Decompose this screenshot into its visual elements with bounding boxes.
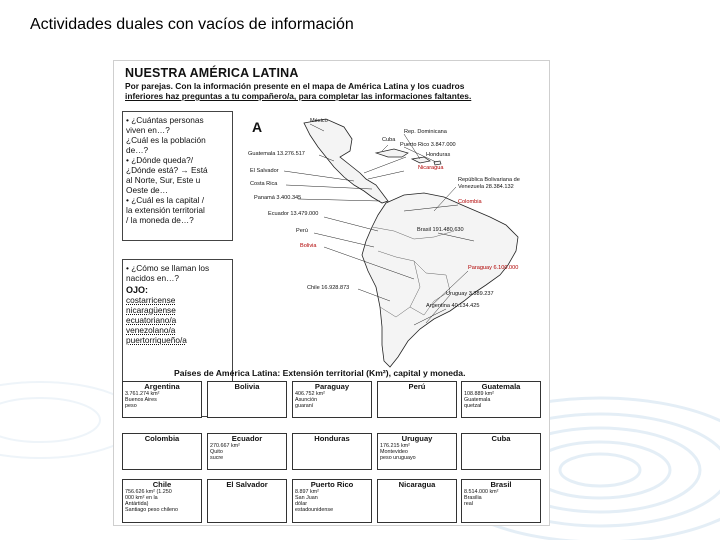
- country-cell: [122, 381, 202, 418]
- map-label-ecuador: Ecuador 13.479.000: [268, 211, 319, 217]
- country-info: 406.752 km² Asunción guaraní: [295, 391, 325, 409]
- country-cell: [377, 381, 457, 418]
- country-info: 3.761.274 km² Buenos Aires peso: [125, 391, 160, 409]
- demonym: venezolano/a: [126, 325, 176, 335]
- demonym: puertorriqueño/a: [126, 335, 187, 345]
- country-name: Puerto Rico: [310, 480, 354, 489]
- map-label-uruguay: Uruguay 3.389.237: [446, 291, 494, 297]
- country-name: Brasil: [490, 480, 512, 489]
- country-cell: [122, 479, 202, 523]
- country-info: 108.889 km² Guatemala quetzal: [464, 391, 494, 409]
- instruction-line: Por parejas. Con la información presente en el mapa de América Latina y los cuadros: [125, 81, 465, 91]
- worksheet-document: [113, 60, 550, 526]
- map-label-honduras: Honduras: [426, 152, 451, 158]
- country-name: Ecuador: [231, 434, 263, 443]
- question-line: viven en…?: [126, 125, 170, 135]
- question-line: la extensión territorial: [126, 205, 205, 215]
- map-label-puerto-rico: Puerto Rico 3.847.000: [400, 142, 456, 148]
- map-label-panama: Panamá 3.400.345: [254, 195, 302, 201]
- question-line: ¿Cuál es la población: [126, 135, 206, 145]
- country-cell: [207, 433, 287, 470]
- cuba-shape: [376, 149, 408, 157]
- question-line: • ¿Dónde queda?/: [126, 155, 194, 165]
- country-cell: [461, 433, 541, 470]
- country-cell: [207, 479, 287, 523]
- demonym: costarricense: [126, 295, 176, 305]
- document-title: NUESTRA AMÉRICA LATINA: [125, 66, 299, 80]
- question-line: ¿Dónde está? → Está: [126, 165, 208, 175]
- country-cell: [207, 381, 287, 418]
- note-heading: OJO:: [126, 285, 149, 295]
- country-cell: [461, 381, 541, 418]
- question-line: • ¿Cuál es la capital /: [126, 195, 205, 205]
- table-caption: Países de América Latina: Extensión territorial (Km²), capital y moneda.: [174, 368, 466, 378]
- country-info: 270.667 km² Quito sucre: [210, 443, 240, 461]
- country-cell: [292, 381, 372, 418]
- map-label-costa-rica: Costa Rica: [250, 181, 278, 187]
- country-cell: [377, 479, 457, 523]
- map-label-mexico: México: [310, 118, 328, 124]
- country-cell: [292, 433, 372, 470]
- country-name: Paraguay: [314, 382, 350, 391]
- map-label-brasil: Brasil 191.480.630: [417, 227, 464, 233]
- country-info: 756.626 km² (1.250 000 km² en la Antártida) Santiago peso chileno: [125, 489, 179, 513]
- country-name: Chile: [152, 480, 172, 489]
- country-name: Nicaragua: [398, 480, 436, 489]
- demonym: ecuatoriano/a: [126, 315, 177, 325]
- question-line: • ¿Cuántas personas: [126, 115, 204, 125]
- country-cell: [461, 479, 541, 523]
- map-label-nicaragua: Nicaragua: [418, 165, 444, 171]
- map-letter-a: A: [252, 119, 263, 135]
- country-cell: [122, 433, 202, 470]
- question-line: / la moneda de…?: [126, 215, 194, 225]
- map-label-el-salvador: El Salvador: [250, 168, 279, 174]
- map-label-dominican-republic: Rep. Dominicana: [404, 129, 447, 135]
- countries-table: [122, 381, 541, 523]
- question-line: • ¿Cómo se llaman los: [126, 263, 210, 273]
- country-name: Colombia: [144, 434, 180, 443]
- country-cell: [377, 433, 457, 470]
- question-line: al Norte, Sur, Este u: [126, 175, 201, 185]
- questions-box-1: [122, 111, 233, 241]
- country-name: El Salvador: [226, 480, 268, 489]
- question-line: de…?: [126, 145, 149, 155]
- country-name: Honduras: [314, 434, 350, 443]
- map-label-argentina: Argentina 40.134.425: [426, 303, 480, 309]
- country-name: Cuba: [491, 434, 511, 443]
- slide-title: Actividades duales con vacíos de información: [30, 16, 354, 33]
- country-name: Uruguay: [401, 434, 433, 443]
- country-info: 176.215 km² Montevideo peso uruguayo: [380, 443, 416, 461]
- map-label-colombia: Colombia: [458, 199, 482, 205]
- map-label-guatemala: Guatemala 13.276.517: [248, 151, 305, 157]
- map-label-peru: Perú: [296, 228, 308, 234]
- mexico-central-america-shape: [304, 119, 388, 203]
- country-name: Perú: [408, 382, 426, 391]
- map-label-bolivia: Bolivia: [300, 243, 317, 249]
- country-name: Guatemala: [481, 382, 521, 391]
- question-line: nacidos en…?: [126, 273, 180, 283]
- country-info: 8.897 km² San Juan dólar estadounidense: [295, 489, 334, 513]
- demonym: nicaragüense: [126, 305, 176, 315]
- country-name: Argentina: [144, 382, 180, 391]
- country-name: Bolivia: [234, 382, 260, 391]
- map-label-venezuela: República Bolivariana de Venezuela 28.384.132: [458, 177, 520, 190]
- question-line: Oeste de…: [126, 185, 168, 195]
- country-cell: [292, 479, 372, 523]
- map-label-cuba: Cuba: [382, 137, 396, 143]
- map-label-paraguay: Paraguay 6.100.000: [468, 265, 519, 271]
- south-america-shape: [362, 193, 518, 367]
- instruction-line: inferiores haz preguntas a tu compañero/a, para completar las informaciones faltantes.: [125, 91, 472, 101]
- map-label-chile: Chile 16.928.873: [307, 285, 350, 291]
- country-info: 8.514.000 km² Brasilia real: [464, 489, 499, 507]
